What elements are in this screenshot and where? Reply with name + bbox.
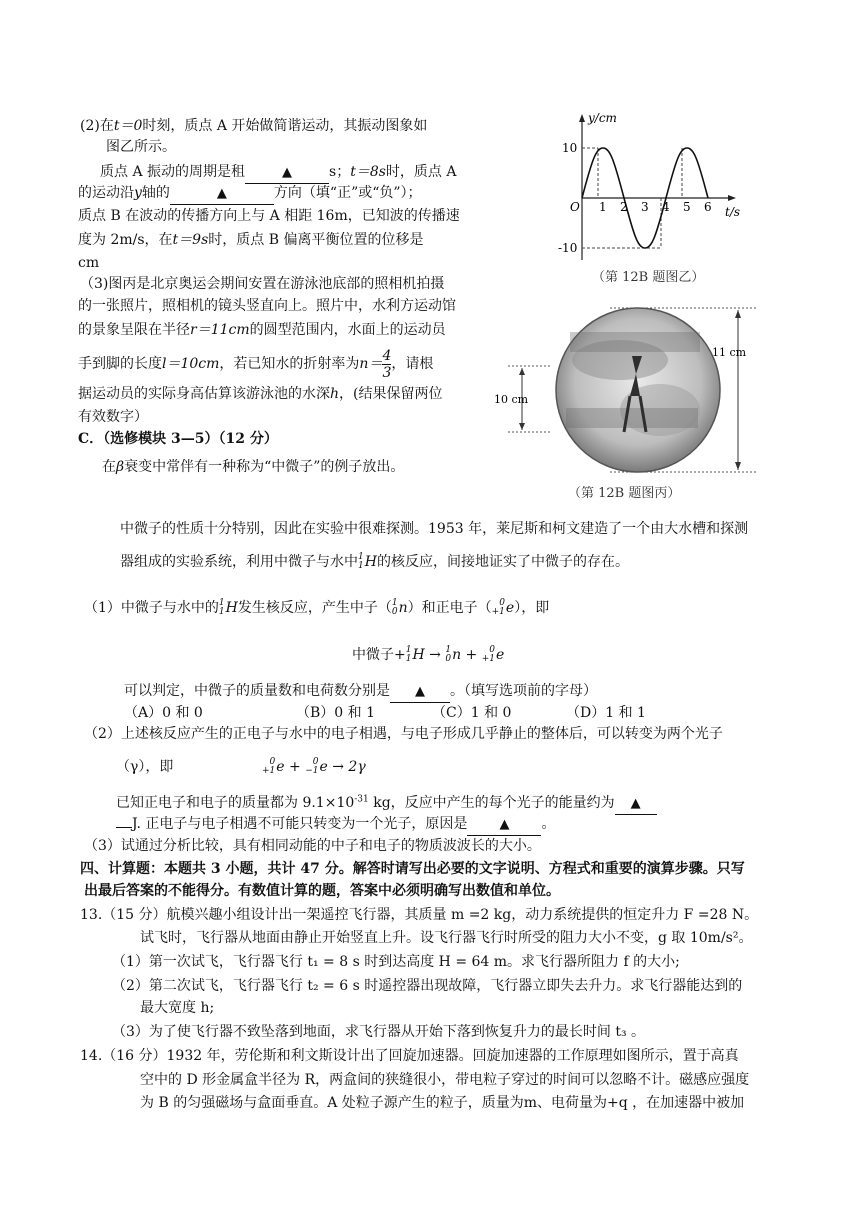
section4-line1: 四、计算题：本题共 3 小题，共计 47 分。解答时请写出必要的文字说明、方程式和重要的演算步骤。只写 [80, 861, 745, 877]
dim-11cm-arrow-top [735, 310, 741, 318]
y-axis-label: y/cm [588, 111, 617, 125]
q12b-p3-line2: 的一张照片，照相机的镜头竖直向上。照片中，水利方运动馆 [78, 298, 456, 314]
answer-blank-photon-energy[interactable]: ▲ [615, 793, 657, 815]
x-axis-label: t/s [725, 205, 741, 219]
q13-sub2b: 最大宽度 h; [140, 1000, 215, 1016]
option-c[interactable]: （C）1 和 0 [432, 705, 512, 721]
q14-line3: 为 B 的匀强磁场与盒面垂直。A 处粒子源产生的粒子，质量为m、电荷量为+q ，在加速器中被加 [140, 1095, 745, 1111]
dim-10cm-arrow-top [519, 368, 525, 375]
q12b-p3-line4: 手到脚的长度l＝10cm，若已知水的折射率为n＝ $\frac{4}{3}$ ，请根 [78, 347, 434, 381]
q14-line2: 空中的 D 形金属盒半径为 R，两盒间的狭缝很小，带电粒子穿过的时间可以忽略不计。磁感应强度 [140, 1072, 750, 1088]
q12b-p2-line2: 图乙所示。 [106, 139, 176, 155]
x-axis-arrow [728, 195, 736, 201]
y-axis-arrow [579, 114, 585, 122]
q12c-intro: 在β衰变中常伴有一种称为“中微子”的例子放出。 [102, 459, 405, 475]
y-tick-neg10: -10 [558, 241, 578, 255]
q12c-para2: 器组成的实验系统，利用中微子与水中 1 1 H的核反应，间接地证实了中微子的存在。 [120, 552, 629, 571]
q12c-q1-judge: 可以判定，中微子的质量数和电荷数分别是 ▲ 。（填写选项前的字母） [124, 681, 597, 703]
q12b-p3-line6: 有效数字） [78, 409, 148, 425]
q12b-p3-line5: 据运动员的实际身高估算该游泳池的水深h，(结果保留两位 [78, 386, 443, 402]
x-tick-1: 1 [599, 200, 607, 214]
answer-blank-photon-energy-cont[interactable] [116, 827, 132, 828]
pool-photo-figure [494, 300, 770, 480]
q14-line1: 14.（16 分）1932 年，劳伦斯和利文斯设计出了回旋加速器。回旋加速器的工作原理如图所示，置于高真 [80, 1048, 739, 1064]
q13-sub1: （1）第一次试飞，飞行器飞行 t₁ = 8 s 时到达高度 H = 64 m。求飞行器所阻力 f 的大小; [112, 954, 680, 970]
q12b-p2-line3: 质点 A 振动的周期是租 ▲ s；t＝8s时，质点 A [100, 162, 456, 184]
q12c-para1: 中微子的性质十分特别，因此在实验中很难探测。1953 年，莱尼斯和柯文建造了一个由大水槽和探测 [120, 521, 749, 537]
label-11cm: 11 cm [712, 346, 747, 359]
q13-sub3: （3）为了使飞行器不致坠落到地面，求飞行器从开始下落到恢复升力的最长时间 t₃ 。 [112, 1024, 646, 1040]
q12c-q2-gamma: （γ），即 [116, 759, 174, 775]
q12c-q2-line3: 已知正电子和电子的质量都为 $9.1\times 10^{-31}$ kg，反应中产生的每个光子的能量约为 ▲ [116, 793, 657, 815]
q12b-p2-line1: (2)在t＝0时刻，质点 A 开始做简谐运动，其振动图象如 [80, 118, 428, 134]
hydrogen-nuclide: 1 1 H [358, 552, 377, 571]
vibration-graph [540, 110, 740, 270]
q12c-q2-line1: （2）上述核反应产生的正电子与水中的电子相遇，与电子形成几乎静止的整体后，可以转变为两个光子 [84, 726, 723, 742]
q12c-heading: C．（选修模块 3—5）（12 分） [78, 431, 278, 447]
reaction-equation-1: 中微子+ 1 1 H → 1 0 n + 0 +1 e [352, 645, 505, 664]
q12b-p3-line1: （3)图丙是北京奥运会期间安置在游泳池底部的照相机拍摄 [80, 276, 445, 292]
q13-line2: 试飞时，飞行器从地面由静止开始竖直上升。设飞行器飞行时所受的阻力大小不变，g 取 10m/s²。 [140, 930, 753, 946]
q12b-p3-line3: 的景象呈限在半径r＝11cm的圆型范围内，水面上的运动员 [78, 322, 446, 338]
dim-10cm-arrow-bottom [519, 423, 525, 430]
q12c-q1-line: （1）中微子与水中的 1 1 H发生核反应，产生中子（ 1 0 n）和正电子（ 0 +1 e），即 [84, 598, 550, 617]
q12b-p2-line6: 度为 2m/s，在t＝9s时，质点 B 偏离平衡位置的位移是 [78, 232, 424, 248]
q13-sub2a: （2）第二次试飞，飞行器飞行 t₂ = 6 s 时遥控器出现故障，飞行器立即失去升力。求飞行器能达到的 [112, 978, 743, 994]
answer-blank-q1[interactable]: ▲ [390, 681, 450, 703]
q13-line1: 13.（15 分）航模兴趣小组设计出一架遥控飞行器，其质量 m =2 kg，动力系统提供的恒定升力 F =28 N。 [80, 907, 759, 923]
q12b-p2-line5: 质点 B 在波动的传播方向上与 A 相距 16m，已知波的传播速 [78, 208, 460, 224]
dim-11cm-arrow-bottom [735, 462, 741, 470]
positron-symbol: 0 +1 e [491, 598, 515, 617]
x-tick-4: 4 [662, 200, 670, 214]
q12b-p2-line7: cm [78, 255, 100, 271]
reaction-equation-2: 0 +1 e + 0 −1 e → 2γ [262, 757, 366, 776]
figure-yi-caption: （第 12B 题图乙） [592, 270, 705, 285]
answer-blank-reason[interactable]: ▲ [467, 814, 541, 836]
section4-line2: 出最后答案的不能得分。有数值计算的题，答案中必须明确写出数值和单位。 [84, 883, 560, 899]
q12c-q3: （3）试通过分析比较，具有相同动能的中子和电子的物质波波长的大小。 [84, 838, 541, 854]
origin-label: O [570, 200, 580, 214]
y-tick-10: 10 [562, 141, 578, 155]
option-b[interactable]: （B）0 和 1 [296, 705, 376, 721]
photo-banner-top [570, 332, 700, 352]
answer-blank-period[interactable]: ▲ [245, 162, 329, 184]
x-tick-6: 6 [704, 200, 712, 214]
q12b-p2-line4: 的运动沿y轴的 ▲ 方向（填“正”或“负”）； [78, 183, 422, 205]
hydrogen-nuclide-2: 1 1 H [218, 598, 238, 617]
x-tick-2: 2 [620, 200, 628, 214]
q12c-q2-line4: J. 正电子与电子相遇不可能只转变为一个光子，原因是 ▲ 。 [116, 814, 555, 836]
figure-bing-caption: （第 12B 题图丙） [568, 486, 681, 501]
x-tick-5: 5 [683, 200, 691, 214]
option-d[interactable]: （D）1 和 1 [566, 705, 646, 721]
option-a[interactable]: （A）0 和 0 [124, 705, 203, 721]
neutron-symbol: 1 0 n [391, 598, 408, 617]
answer-blank-direction[interactable]: ▲ [170, 183, 274, 205]
label-10cm: 10 cm [494, 393, 529, 406]
x-tick-3: 3 [641, 200, 649, 214]
refractive-index-fraction: $\frac{4}{3}$ [382, 347, 392, 381]
photo-banner-bottom [566, 408, 698, 428]
